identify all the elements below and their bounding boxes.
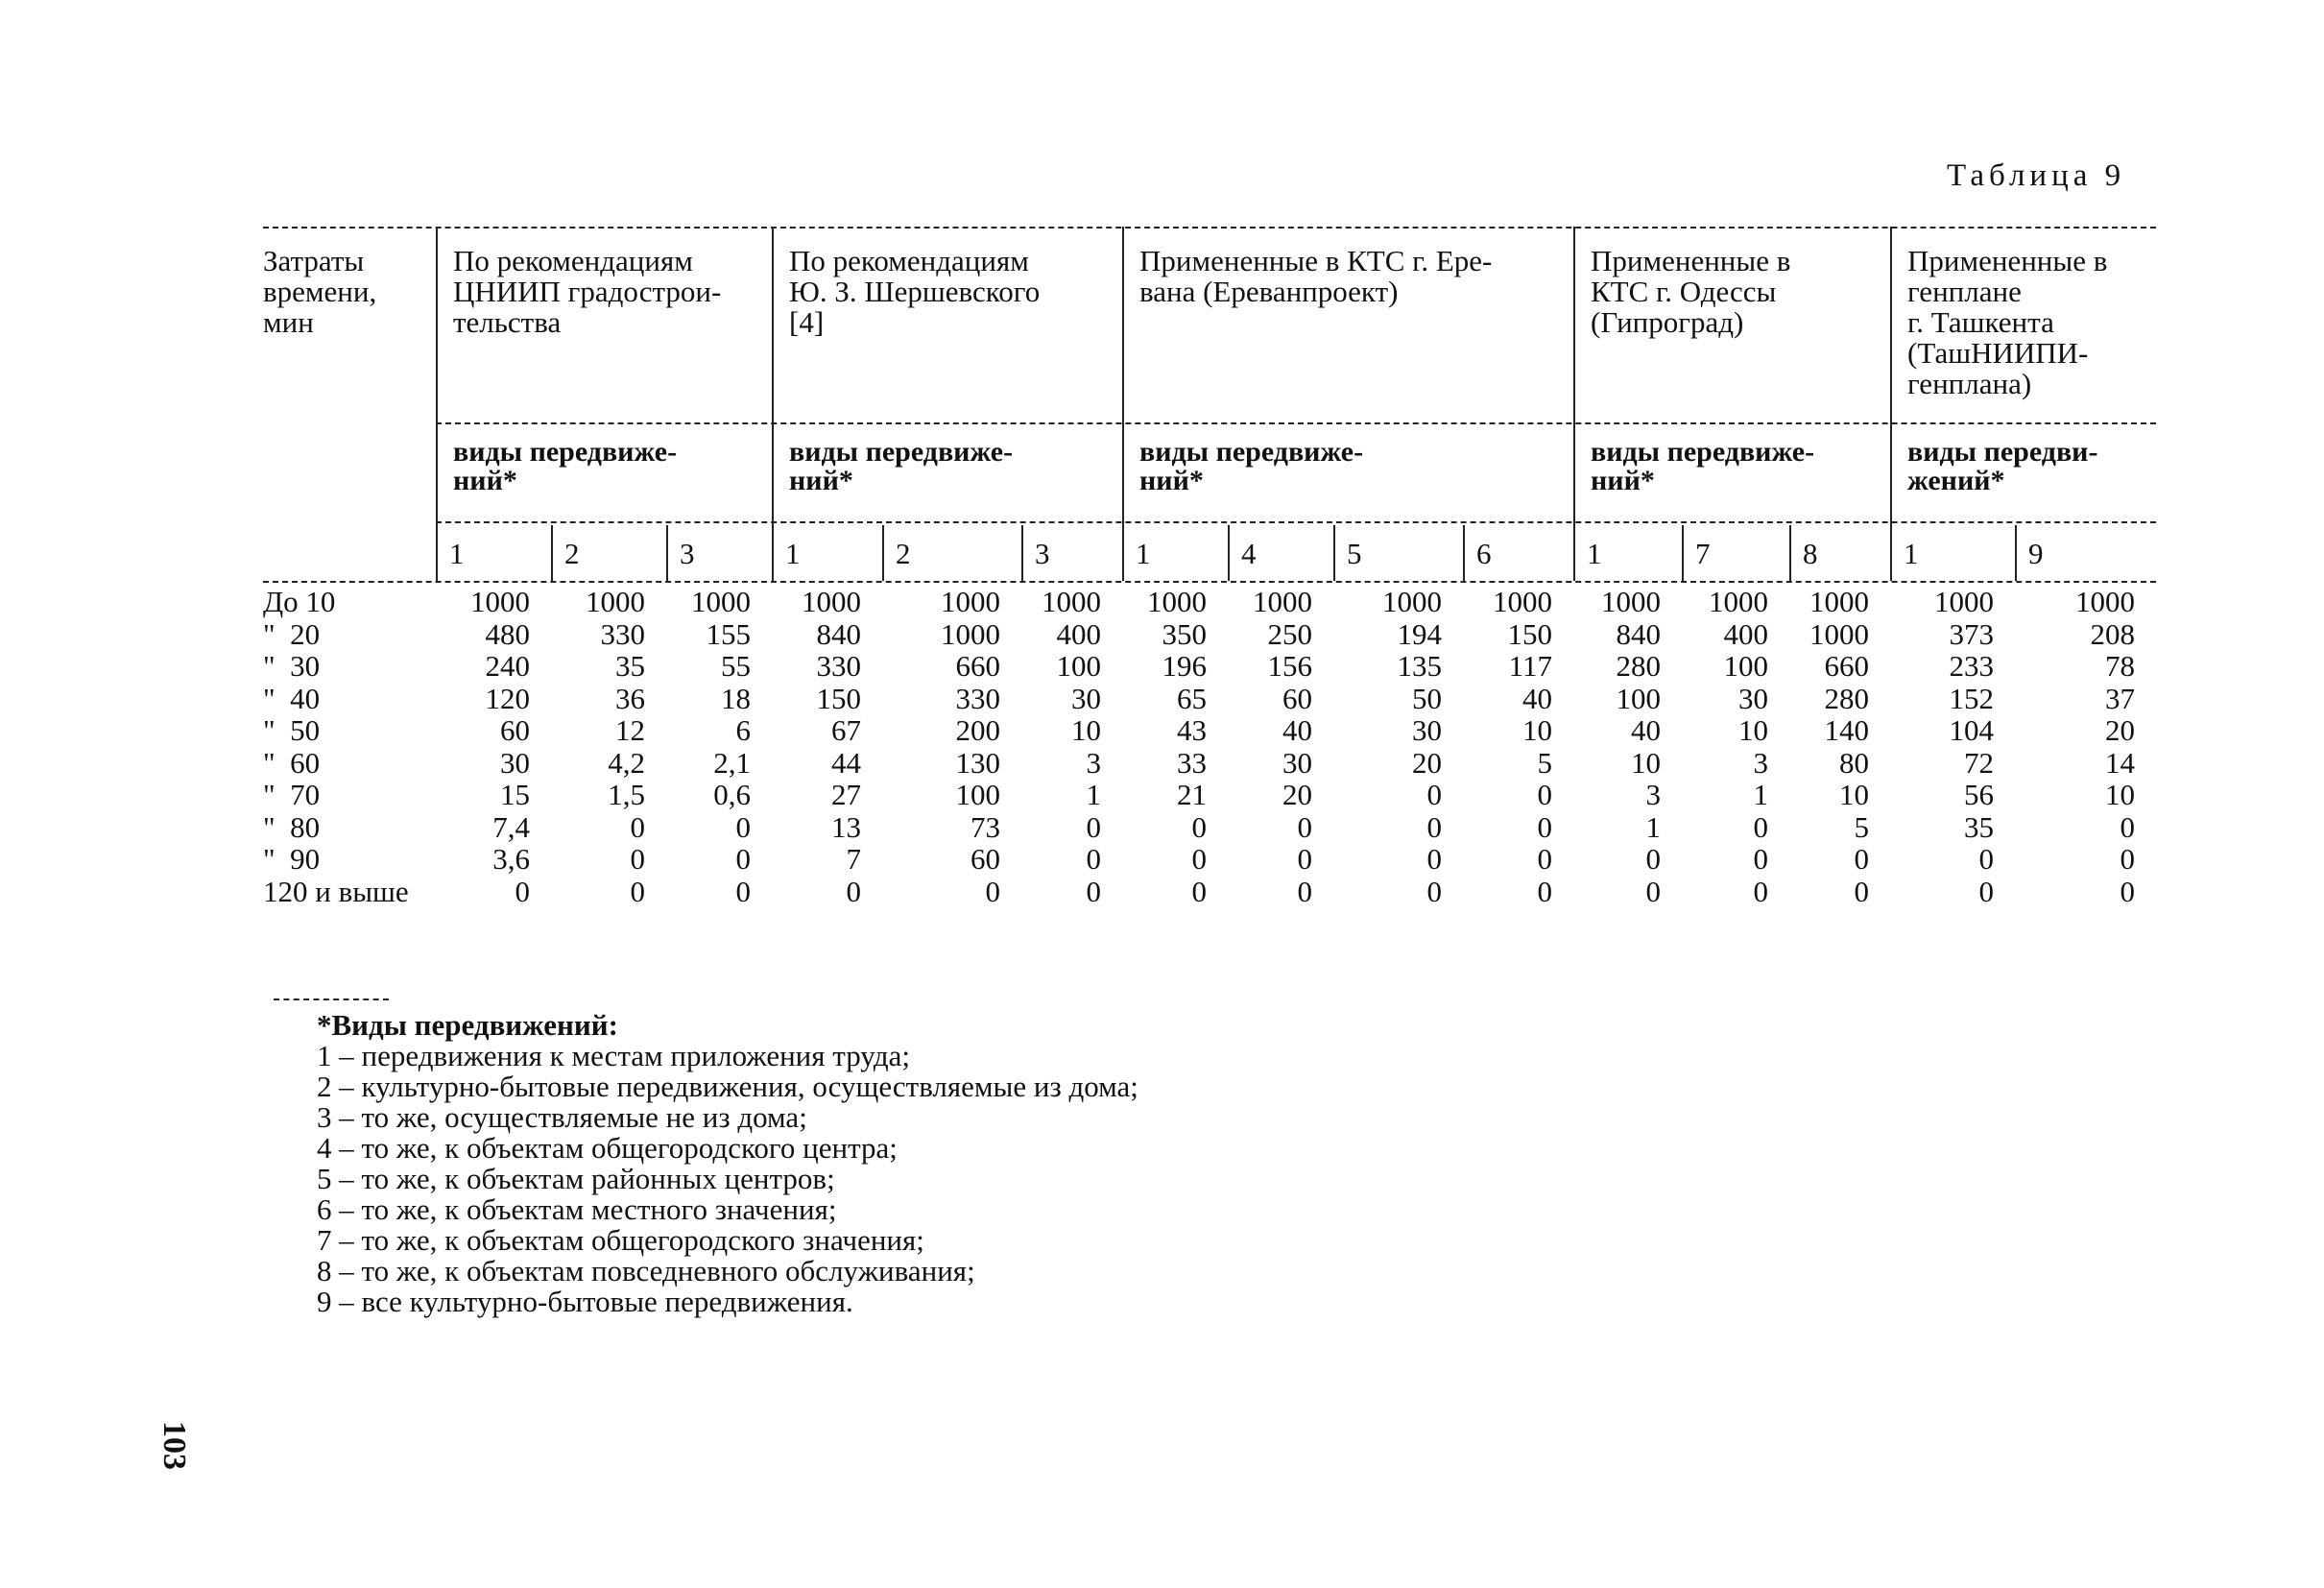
table-cell: 30 [1071, 681, 1101, 715]
table-cell: 100 [1056, 649, 1101, 683]
table-cell: 0 [1297, 874, 1312, 908]
footnote-item: 1 – передвижения к местам приложения труда; [317, 1039, 910, 1072]
table-cell: 240 [485, 649, 530, 683]
table-cell: 250 [1267, 616, 1312, 651]
table-cell: 233 [1949, 649, 1994, 683]
row-label: " 70 [263, 778, 321, 811]
subheader-divider [436, 521, 2156, 523]
table-cell: 0 [1645, 842, 1661, 876]
table-cell: 60 [500, 713, 530, 747]
table-cell: 40 [1631, 713, 1661, 747]
group-subheader: виды передвиже- ний* [789, 436, 1014, 496]
footnotes [317, 1010, 1661, 1317]
table-cell: 1000 [1809, 616, 1869, 651]
column-divider [666, 525, 668, 581]
table-cell: 0,6 [713, 778, 751, 811]
table-cell: 10 [1839, 778, 1869, 811]
table-cell: 0 [1854, 874, 1869, 908]
table-cell: 1000 [691, 585, 751, 618]
table-cell: 0 [1978, 842, 1994, 876]
row-label: " 90 [263, 842, 321, 876]
group-divider [1890, 227, 1892, 581]
row-label: " 20 [263, 616, 321, 651]
row-label-header: Затраты времени, мин [263, 244, 377, 339]
table-cell: 0 [1086, 842, 1101, 876]
table-cell: 100 [1616, 681, 1661, 715]
table-cell: 0 [630, 874, 645, 908]
table-cell: 37 [2105, 681, 2135, 715]
table-cell: 135 [1397, 649, 1442, 683]
table-cell: 400 [1723, 616, 1768, 651]
table-cell: 0 [1645, 874, 1661, 908]
table-cell: 0 [1537, 874, 1552, 908]
table-cell: 1000 [586, 585, 645, 618]
table-cell: 208 [2090, 616, 2135, 651]
group-header: Примененные в КТС г. Ере- вана (Ереванпроект) [1139, 244, 1493, 308]
table-cell: 1,5 [608, 778, 645, 811]
table-cell: 1000 [2075, 585, 2135, 618]
table-cell: 1000 [1147, 585, 1207, 618]
table-cell: 350 [1162, 616, 1207, 651]
table-cell: 30 [1282, 745, 1312, 780]
table-cell: 50 [1412, 681, 1442, 715]
table-cell: 40 [1522, 681, 1552, 715]
column-number: 3 [680, 537, 695, 570]
table-cell: 0 [2120, 842, 2135, 876]
table-cell: 1000 [941, 616, 1000, 651]
table-cell: 140 [1824, 713, 1869, 747]
table-cell: 15 [500, 778, 530, 811]
table-cell: 0 [630, 809, 645, 844]
group-header: Примененные в КТС г. Одессы (Гипроград) [1591, 244, 1791, 339]
table-cell: 0 [1297, 809, 1312, 844]
table-cell: 330 [600, 616, 645, 651]
table-cell: 65 [1177, 681, 1207, 715]
table-cell: 1000 [1042, 585, 1101, 618]
table-cell: 27 [831, 778, 861, 811]
column-number: 1 [1587, 537, 1602, 570]
column-divider [2015, 525, 2017, 581]
table-cell: 10 [1522, 713, 1552, 747]
table-cell: 20 [2105, 713, 2135, 747]
table-cell: 35 [615, 649, 645, 683]
table-cell: 150 [816, 681, 861, 715]
table-cell: 2,1 [713, 745, 751, 780]
table-cell: 40 [1282, 713, 1312, 747]
table-cell: 3 [1645, 778, 1661, 811]
table-cell: 330 [816, 649, 861, 683]
table-cell: 0 [1854, 842, 1869, 876]
table-cell: 156 [1267, 649, 1312, 683]
table-cell: 0 [1537, 809, 1552, 844]
table-cell: 1000 [802, 585, 861, 618]
table-cell: 0 [1086, 809, 1101, 844]
footnote-title: *Виды передвижений: [317, 1008, 618, 1042]
footnote-item: 4 – то же, к объектам общегородского центра; [317, 1131, 898, 1165]
table-cell: 840 [1616, 616, 1661, 651]
group-divider [772, 227, 774, 581]
column-divider [1021, 525, 1023, 581]
column-number: 1 [785, 537, 801, 570]
column-number: 2 [564, 537, 580, 570]
table-cell: 0 [735, 842, 751, 876]
table-cell: 120 [485, 681, 530, 715]
table-cell: 1 [1645, 809, 1661, 844]
table-cell: 0 [1753, 874, 1768, 908]
column-number: 1 [449, 537, 465, 570]
table-cell: 14 [2105, 745, 2135, 780]
table-cell: 43 [1177, 713, 1207, 747]
table-cell: 21 [1177, 778, 1207, 811]
table-cell: 1000 [1809, 585, 1869, 618]
footnote-item: 8 – то же, к объектам повседневного обслуживания; [317, 1254, 975, 1287]
table-cell: 660 [955, 649, 1000, 683]
table-cell: 1000 [1601, 585, 1661, 618]
group-divider [436, 227, 438, 581]
table-cell: 10 [2105, 778, 2135, 811]
table-cell: 0 [1191, 874, 1207, 908]
table-cell: 1000 [1253, 585, 1312, 618]
table-cell: 10 [1071, 713, 1101, 747]
footnote-item: 3 – то же, осуществляемые не из дома; [317, 1100, 807, 1134]
table-cell: 400 [1056, 616, 1101, 651]
column-divider [1333, 525, 1335, 581]
table-cell: 155 [706, 616, 751, 651]
table-cell: 200 [955, 713, 1000, 747]
column-divider [882, 525, 884, 581]
table-cell: 1000 [941, 585, 1000, 618]
table-cell: 20 [1282, 778, 1312, 811]
group-header: По рекомендациям Ю. З. Шершевского [4] [789, 244, 1041, 339]
header-bottom-rule [263, 581, 2156, 583]
table-caption: Таблица 9 [1947, 158, 2126, 193]
table-cell: 0 [1426, 874, 1442, 908]
table-cell: 30 [500, 745, 530, 780]
column-divider [551, 525, 553, 581]
table-cell: 0 [2120, 809, 2135, 844]
table-cell: 1000 [1709, 585, 1768, 618]
table-cell: 1 [1086, 778, 1101, 811]
table-cell: 0 [1978, 874, 1994, 908]
table-cell: 0 [1086, 874, 1101, 908]
table-cell: 0 [1426, 809, 1442, 844]
table-cell: 330 [955, 681, 1000, 715]
column-number: 7 [1695, 537, 1711, 570]
column-number: 3 [1035, 537, 1050, 570]
table-cell: 72 [1964, 745, 1994, 780]
table-cell: 150 [1507, 616, 1552, 651]
table-cell: 7,4 [492, 809, 530, 844]
column-divider [1789, 525, 1791, 581]
table-cell: 80 [1839, 745, 1869, 780]
table-cell: 55 [721, 649, 751, 683]
group-subheader: виды передвиже- ний* [1591, 436, 1815, 496]
footnote-item: 7 – то же, к объектам общегородского значения; [317, 1223, 924, 1257]
table-cell: 0 [735, 874, 751, 908]
table-cell: 0 [1426, 842, 1442, 876]
table-cell: 30 [1412, 713, 1442, 747]
table-cell: 10 [1738, 713, 1768, 747]
group-header: По рекомендациям ЦНИИП градострои- тельства [453, 244, 722, 339]
table-cell: 0 [1191, 842, 1207, 876]
column-number: 1 [1904, 537, 1919, 570]
row-label: " 40 [263, 681, 321, 715]
page-number: 103 [156, 1421, 192, 1470]
table-cell: 1000 [470, 585, 530, 618]
table-cell: 5 [1854, 809, 1869, 844]
table-cell: 33 [1177, 745, 1207, 780]
table-cell: 196 [1162, 649, 1207, 683]
table-cell: 60 [970, 842, 1000, 876]
table-cell: 373 [1949, 616, 1994, 651]
column-number: 5 [1347, 537, 1362, 570]
table-cell: 35 [1964, 809, 1994, 844]
group-subheader: виды передвиже- ний* [453, 436, 678, 496]
row-label: 120 и выше [263, 874, 409, 908]
table-cell: 0 [1753, 842, 1768, 876]
table-cell: 56 [1964, 778, 1994, 811]
table-cell: 0 [985, 874, 1000, 908]
table-cell: 10 [1631, 745, 1661, 780]
table-cell: 3 [1086, 745, 1101, 780]
table-cell: 100 [1723, 649, 1768, 683]
column-number: 6 [1476, 537, 1492, 570]
table-cell: 5 [1537, 745, 1552, 780]
column-divider [1463, 525, 1465, 581]
column-divider [1228, 525, 1230, 581]
column-number: 4 [1241, 537, 1257, 570]
footnote-item: 2 – культурно-бытовые передвижения, осуществляемые из дома; [317, 1070, 1138, 1103]
header-divider [436, 422, 2156, 424]
table-cell: 0 [2120, 874, 2135, 908]
table-cell: 0 [735, 809, 751, 844]
table-cell: 100 [955, 778, 1000, 811]
table-cell: 3,6 [492, 842, 530, 876]
table-cell: 4,2 [608, 745, 645, 780]
table-cell: 0 [1537, 778, 1552, 811]
table-cell: 117 [1508, 649, 1552, 683]
table-cell: 36 [615, 681, 645, 715]
table-cell: 0 [1537, 842, 1552, 876]
table-cell: 0 [1297, 842, 1312, 876]
table-cell: 13 [831, 809, 861, 844]
table-cell: 104 [1949, 713, 1994, 747]
footnote-divider [274, 999, 389, 1000]
table-cell: 280 [1616, 649, 1661, 683]
footnote-item: 5 – то же, к объектам районных центров; [317, 1162, 835, 1195]
table-top-rule [263, 227, 2156, 229]
column-number: 1 [1136, 537, 1151, 570]
table-cell: 44 [831, 745, 861, 780]
table-cell: 6 [735, 713, 751, 747]
column-divider [1682, 525, 1684, 581]
table-cell: 12 [615, 713, 645, 747]
table-cell: 67 [831, 713, 861, 747]
row-label: " 80 [263, 809, 321, 844]
group-subheader: виды передвиже- ний* [1139, 436, 1364, 496]
table-cell: 130 [955, 745, 1000, 780]
table-cell: 1000 [1382, 585, 1442, 618]
table-cell: 152 [1949, 681, 1994, 715]
table-cell: 1 [1753, 778, 1768, 811]
table-cell: 7 [846, 842, 861, 876]
table-cell: 280 [1824, 681, 1869, 715]
table-cell: 60 [1282, 681, 1312, 715]
table-cell: 0 [1426, 778, 1442, 811]
table-cell: 20 [1412, 745, 1442, 780]
group-subheader: виды передви- жений* [1907, 436, 2098, 496]
column-number: 8 [1803, 537, 1818, 570]
column-number: 2 [896, 537, 911, 570]
table-cell: 0 [1753, 809, 1768, 844]
table-cell: 840 [816, 616, 861, 651]
table-cell: 1000 [1493, 585, 1552, 618]
table-cell: 78 [2105, 649, 2135, 683]
group-header: Примененные в генплане г. Ташкента (ТашНИИПИ- генплана) [1907, 244, 2108, 400]
footnote-item: 9 – все культурно-бытовые передвижения. [317, 1285, 853, 1318]
table-cell: 30 [1738, 681, 1768, 715]
group-divider [1573, 227, 1575, 581]
table-cell: 480 [485, 616, 530, 651]
table-cell: 3 [1753, 745, 1768, 780]
table-cell: 0 [630, 842, 645, 876]
footnote-item: 6 – то же, к объектам местного значения; [317, 1192, 837, 1226]
row-label: " 30 [263, 649, 321, 683]
table-cell: 73 [970, 809, 1000, 844]
group-divider [1122, 227, 1124, 581]
row-label: " 50 [263, 713, 321, 747]
table-cell: 1000 [1934, 585, 1994, 618]
table-cell: 0 [515, 874, 530, 908]
table-cell: 0 [1191, 809, 1207, 844]
table-cell: 18 [721, 681, 751, 715]
table-cell: 660 [1824, 649, 1869, 683]
row-label: До 10 [263, 585, 336, 618]
table-cell: 0 [846, 874, 861, 908]
table-cell: 194 [1397, 616, 1442, 651]
column-number: 9 [2028, 537, 2044, 570]
row-label: " 60 [263, 745, 321, 780]
